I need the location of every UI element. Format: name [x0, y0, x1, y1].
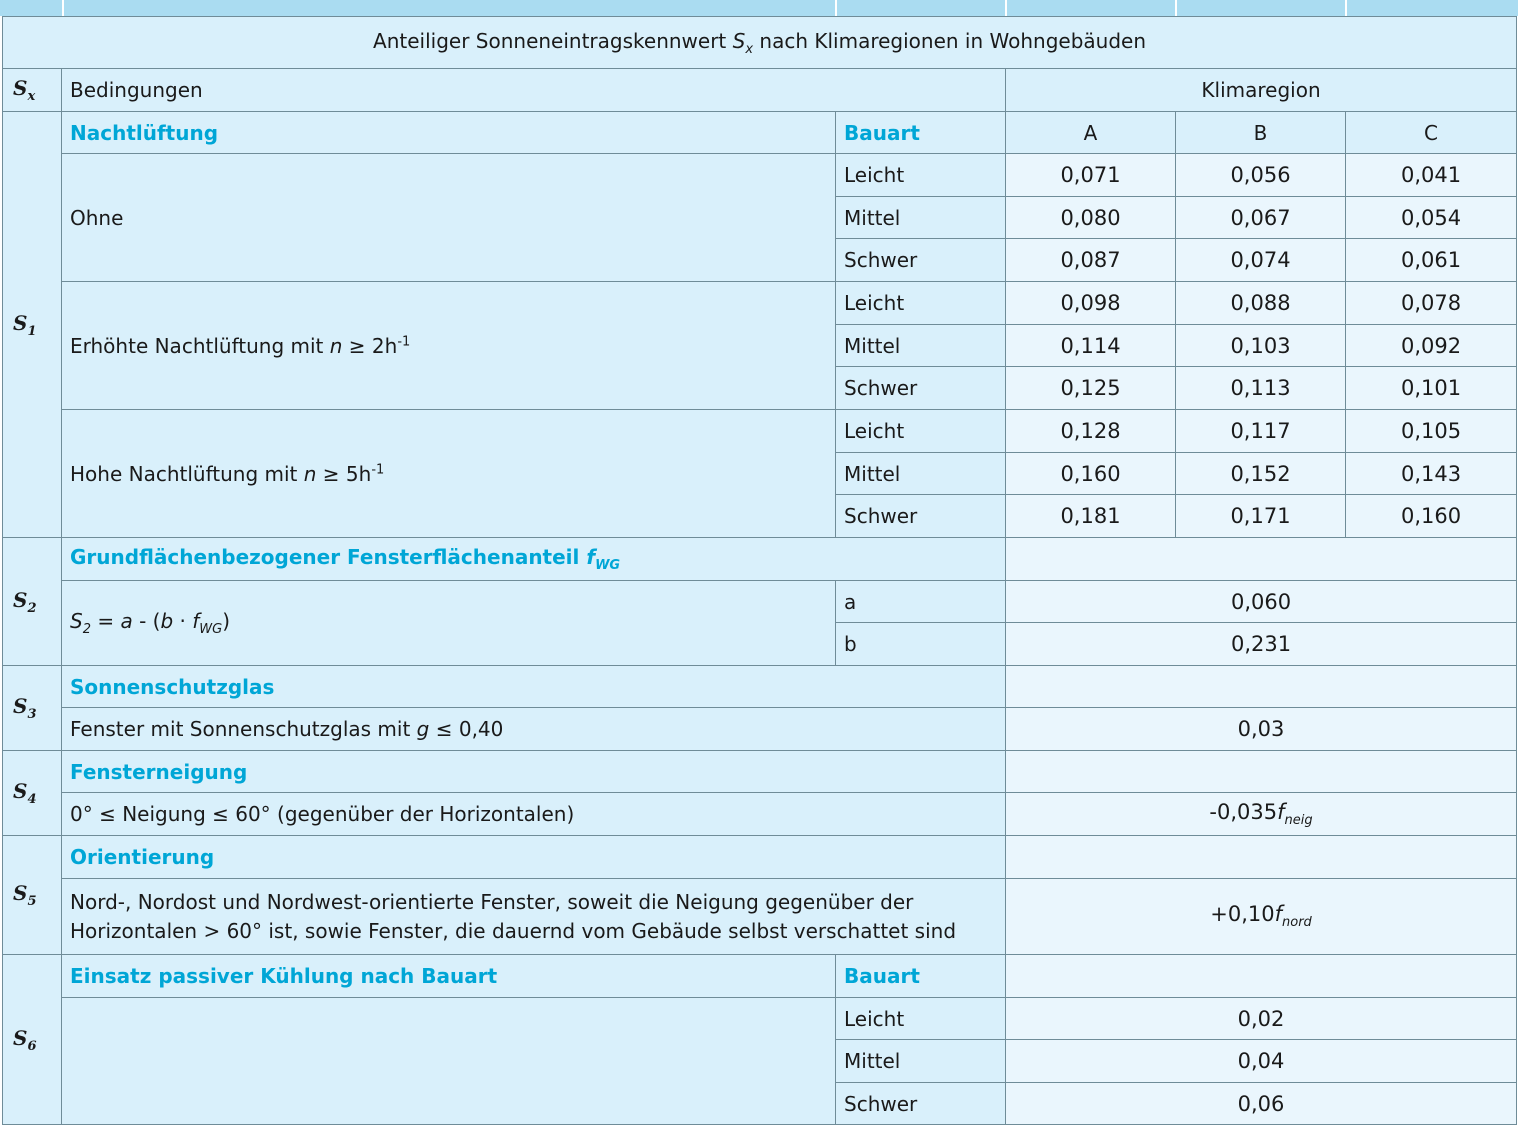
table-title: Anteiliger Sonneneintragskennwert $S_x$ nach Klimaregionen in Wohngebäuden	[3, 17, 1517, 69]
bauart-cell: Mittel	[836, 325, 1006, 367]
region-c-header: C	[1346, 112, 1517, 154]
value-cell: 0,061	[1346, 239, 1517, 282]
s6-value: 0,02	[1006, 998, 1517, 1040]
value-cell: 0,117	[1176, 410, 1346, 453]
s6-section-label: Einsatz passiver Kühlung nach Bauart	[62, 955, 836, 998]
s2-coef-label: b	[836, 623, 1006, 666]
s6-empty-condition	[62, 998, 836, 1125]
s5-value: $+0,10f_{nord}$	[1006, 879, 1517, 955]
value-cell: 0,160	[1006, 453, 1176, 495]
s2-formula: $S_2 = a - (b \cdot f_{WG})$	[62, 581, 836, 666]
s2-coef-value: 0,060	[1006, 581, 1517, 623]
value-cell: 0,152	[1176, 453, 1346, 495]
s5-condition: Nord-, Nordost und Nordwest-orientierte Fenster, soweit die Neigung gegenüber der Horizontalen > 60° ist, sowie Fenster, die dauernd vom Gebäude selbst verschattet sind	[62, 879, 1006, 955]
s1-group-label: Erhöhte Nachtlüftung mit $n \ge 2h^{-1}$	[62, 282, 836, 410]
s3-empty-value	[1006, 666, 1517, 708]
s1-group-label: Hohe Nachtlüftung mit $n \ge 5h^{-1}$	[62, 410, 836, 538]
s2-coef-value: 0,231	[1006, 623, 1517, 666]
s1-group-label: Ohne	[62, 154, 836, 282]
bauart-cell: Leicht	[836, 282, 1006, 325]
value-cell: 0,143	[1346, 453, 1517, 495]
value-cell: 0,103	[1176, 325, 1346, 367]
top-color-bar	[0, 0, 1518, 16]
sx-header: $S_x$	[3, 69, 62, 112]
s4-empty-value	[1006, 751, 1517, 793]
value-cell: 0,087	[1006, 239, 1176, 282]
s5-symbol: $S_5$	[3, 836, 62, 955]
s6-value: 0,06	[1006, 1083, 1517, 1125]
s4-section-label: Fensterneigung	[62, 751, 1006, 793]
s3-symbol: $S_3$	[3, 666, 62, 751]
value-cell: 0,160	[1346, 495, 1517, 538]
value-cell: 0,092	[1346, 325, 1517, 367]
value-cell: 0,181	[1006, 495, 1176, 538]
value-cell: 0,125	[1006, 367, 1176, 410]
value-cell: 0,113	[1176, 367, 1346, 410]
value-cell: 0,171	[1176, 495, 1346, 538]
s2-symbol: $S_2$	[3, 538, 62, 666]
s1-bauart-label: Bauart	[836, 112, 1006, 154]
bauart-cell: Schwer	[836, 495, 1006, 538]
s3-section-label: Sonnenschutzglas	[62, 666, 1006, 708]
bauart-cell: Mittel	[836, 453, 1006, 495]
value-cell: 0,054	[1346, 197, 1517, 239]
value-cell: 0,080	[1006, 197, 1176, 239]
sonneneintrag-table	[2, 16, 1517, 1125]
s5-section-label: Orientierung	[62, 836, 1006, 879]
s4-symbol: $S_4$	[3, 751, 62, 836]
s2-coef-label: a	[836, 581, 1006, 623]
s5-empty-value	[1006, 836, 1517, 879]
s1-section-label: Nachtlüftung	[62, 112, 836, 154]
bauart-cell: Leicht	[836, 154, 1006, 197]
value-cell: 0,105	[1346, 410, 1517, 453]
bauart-cell: Mittel	[836, 1040, 1006, 1083]
value-cell: 0,114	[1006, 325, 1176, 367]
s3-value: 0,03	[1006, 708, 1517, 751]
value-cell: 0,056	[1176, 154, 1346, 197]
bauart-cell: Schwer	[836, 367, 1006, 410]
value-cell: 0,071	[1006, 154, 1176, 197]
s6-symbol: $S_6$	[3, 955, 62, 1125]
region-a-header: A	[1006, 112, 1176, 154]
conditions-header: Bedingungen	[62, 69, 1006, 112]
s6-value: 0,04	[1006, 1040, 1517, 1083]
value-cell: 0,041	[1346, 154, 1517, 197]
value-cell: 0,088	[1176, 282, 1346, 325]
s4-value: $-0,035f_{neig}$	[1006, 793, 1517, 836]
value-cell: 0,128	[1006, 410, 1176, 453]
bauart-cell: Mittel	[836, 197, 1006, 239]
bauart-cell: Schwer	[836, 1083, 1006, 1125]
value-cell: 0,067	[1176, 197, 1346, 239]
bauart-cell: Schwer	[836, 239, 1006, 282]
climate-region-header: Klimaregion	[1006, 69, 1517, 112]
region-b-header: B	[1176, 112, 1346, 154]
value-cell: 0,101	[1346, 367, 1517, 410]
s3-condition: Fenster mit Sonnenschutzglas mit g ≤ 0,40	[62, 708, 1006, 751]
s4-condition: 0° ≤ Neigung ≤ 60° (gegenüber der Horizontalen)	[62, 793, 1006, 836]
value-cell: 0,098	[1006, 282, 1176, 325]
value-cell: 0,074	[1176, 239, 1346, 282]
value-cell: 0,078	[1346, 282, 1517, 325]
s1-symbol: $S_1$	[3, 112, 62, 538]
s2-empty-value	[1006, 538, 1517, 581]
bauart-cell: Leicht	[836, 410, 1006, 453]
s6-empty-value	[1006, 955, 1517, 998]
s6-bauart-label: Bauart	[836, 955, 1006, 998]
s2-section-label: Grundflächenbezogener Fensterflächenanteil $f_{WG}$	[62, 538, 1006, 581]
bauart-cell: Leicht	[836, 998, 1006, 1040]
